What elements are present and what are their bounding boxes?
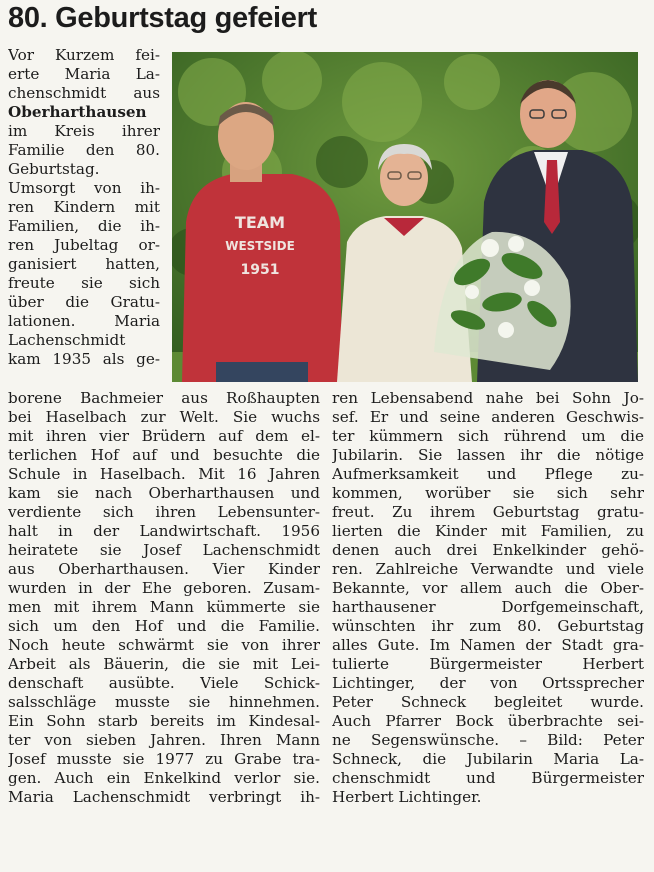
text-line: bei Haselbach zur Welt. Sie wuchs	[8, 408, 320, 426]
photo-illustration	[172, 52, 638, 382]
body-column-right	[332, 389, 644, 807]
shirt-print: WESTSIDE	[225, 239, 295, 253]
text-line: Familien, die ih-	[8, 217, 160, 235]
text-line: im Kreis ihrer	[8, 122, 160, 140]
text-line: tulierte Bürgermeister Herbert	[332, 655, 644, 673]
text-line: Schneck, die Jubilarin Maria La-	[332, 750, 644, 768]
text-line: chenschmidt und Bürgermeister	[332, 769, 644, 787]
text-line: borene Bachmeier aus Roßhaupten	[8, 389, 320, 407]
text-line: Vor Kurzem fei-	[8, 46, 160, 64]
text-line	[8, 103, 160, 122]
text-line: Schule in Haselbach. Mit 16 Jahren	[8, 465, 320, 483]
text-line: terlichen Hof auf und besuchte die	[8, 446, 320, 464]
text-line: Herbert Lichtinger.	[332, 788, 482, 806]
text-line: wünschten ihr zum 80. Geburtstag	[332, 617, 644, 635]
text-line: Arbeit als Bäuerin, die sie mit Lei-	[8, 655, 320, 673]
text-line: lierten die Kinder mit Familien, zu	[332, 522, 644, 540]
text-line: ren Kindern mit	[8, 198, 160, 216]
text-line: Geburtstag.	[8, 160, 100, 178]
text-line: verdiente sich ihren Lebensunter-	[8, 503, 320, 521]
body-column-left	[8, 389, 320, 807]
text-line: Josef musste sie 1977 zu Grabe tra-	[8, 750, 320, 768]
text-line: ne Segenswünsche. – Bild: Peter	[332, 731, 644, 749]
text-line: sich um den Hof und die Familie.	[8, 617, 320, 635]
bold-place-name: Oberharthausen	[8, 103, 147, 121]
text-line: salsschläge musste sie hinnehmen.	[8, 693, 320, 711]
text-line: wurden in der Ehe geboren. Zusam-	[8, 579, 320, 597]
headline: 80. Geburtstag gefeiert	[8, 2, 317, 34]
text-line: Lachenschmidt	[8, 331, 126, 349]
text-line: Bekannte, vor allem auch die Ober-	[332, 579, 644, 597]
text-line: men mit ihrem Mann kümmerte sie	[8, 598, 320, 616]
text-line: ren Jubeltag or-	[8, 236, 160, 254]
text-line: Noch heute schwärmt sie von ihrer	[8, 636, 320, 654]
shirt-print: TEAM	[234, 213, 286, 232]
text-line: Familie den 80.	[8, 141, 160, 159]
text-line: lationen. Maria	[8, 312, 160, 330]
text-line: Auch Pfarrer Bock überbrachte sei-	[332, 712, 644, 730]
text-line: über die Gratu-	[8, 293, 160, 311]
text-line: aus Oberharthausen. Vier Kinder	[8, 560, 320, 578]
text-line: mit ihren vier Brüdern auf dem el-	[8, 427, 320, 445]
text-line: freut. Zu ihrem Geburtstag gratu-	[332, 503, 644, 521]
text-line: Ein Sohn starb bereits im Kindesal-	[8, 712, 320, 730]
text-line: denen auch drei Enkelkinder gehö-	[332, 541, 644, 559]
text-line: ter von sieben Jahren. Ihren Mann	[8, 731, 320, 749]
text-line: Maria Lachenschmidt verbringt ih-	[8, 788, 320, 806]
text-line: erte Maria La-	[8, 65, 160, 83]
text-line: Umsorgt von ih-	[8, 179, 160, 197]
text-line: alles Gute. Im Namen der Stadt gra-	[332, 636, 644, 654]
text-line: harthausener Dorfgemeinschaft,	[332, 598, 644, 616]
text-line: heiratete sie Josef Lachenschmidt	[8, 541, 320, 559]
text-line: chenschmidt aus	[8, 84, 160, 102]
intro-column	[8, 46, 160, 369]
text-line: kommen, worüber sie sich sehr	[332, 484, 644, 502]
text-line: Peter Schneck begleitet wurde.	[332, 693, 644, 711]
text-line: ter kümmern sich rührend um die	[332, 427, 644, 445]
shirt-print: 1951	[240, 262, 280, 278]
text-line: halt in der Landwirtschaft. 1956	[8, 522, 320, 540]
text-line: Aufmerksamkeit und Pflege zu-	[332, 465, 644, 483]
text-line: ren. Zahlreiche Verwandte und viele	[332, 560, 644, 578]
text-line: gen. Auch ein Enkelkind verlor sie.	[8, 769, 320, 787]
text-line: kam 1935 als ge-	[8, 350, 160, 368]
text-line: ren Lebensabend nahe bei Sohn Jo-	[332, 389, 644, 407]
text-line: sef. Er und seine anderen Geschwis-	[332, 408, 644, 426]
text-line: Lichtinger, der von Ortssprecher	[332, 674, 644, 692]
text-line: Jubilarin. Sie lassen ihr die nötige	[332, 446, 644, 464]
text-line: ganisiert hatten,	[8, 255, 160, 273]
text-line: kam sie nach Oberharthausen und	[8, 484, 320, 502]
text-line: freute sie sich	[8, 274, 160, 292]
text-line: denschaft ausübte. Viele Schick-	[8, 674, 320, 692]
article-photo	[172, 52, 638, 382]
